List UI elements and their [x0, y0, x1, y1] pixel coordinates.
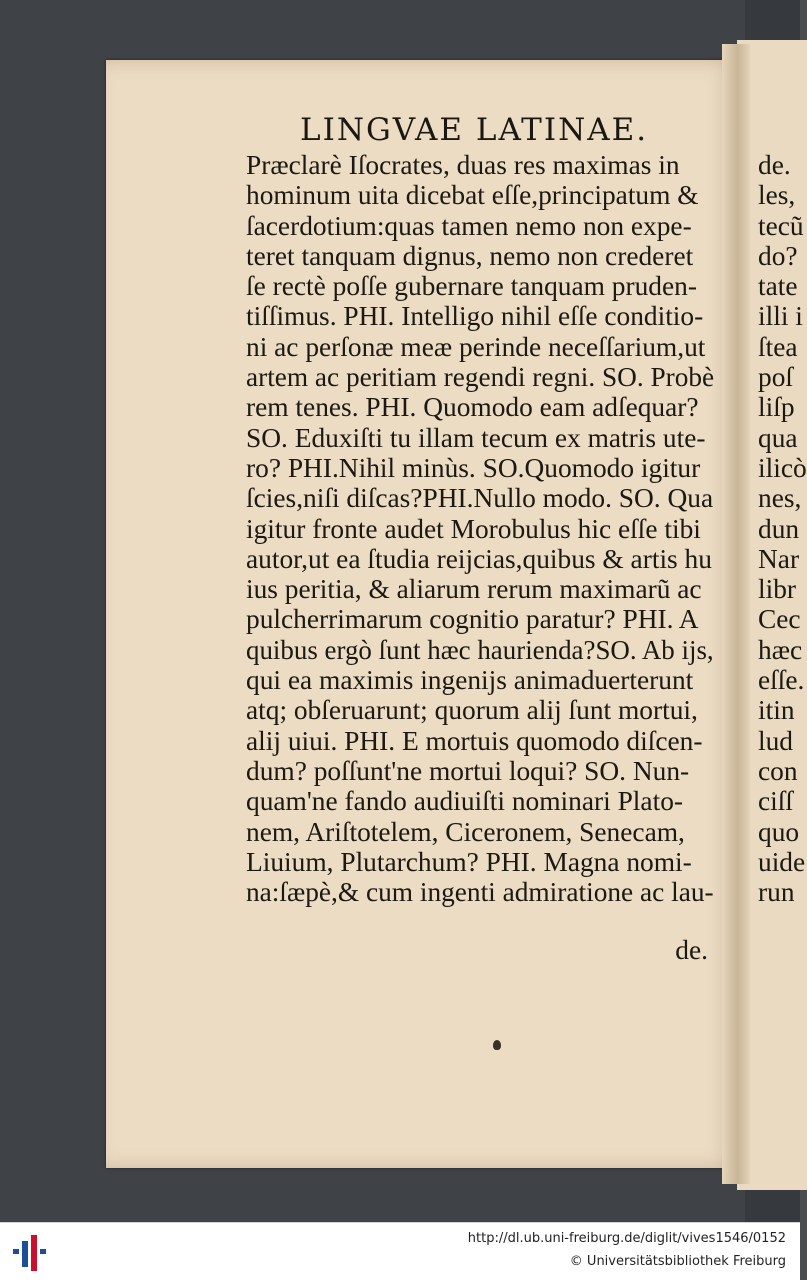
permalink-url[interactable]: http://dl.ub.uni-freiburg.de/diglit/vives1546/0152: [467, 1231, 786, 1246]
text-line: Liuium, Plutarchum? PHI. Magna nomi-: [246, 846, 692, 877]
facing-text-line: con: [758, 755, 798, 786]
copyright-notice: © Universitätsbibliothek Freiburg: [569, 1254, 786, 1269]
text-line: ni ac perſonæ meæ perinde neceſſarium,ut: [246, 331, 706, 362]
facing-text-line: poſ: [758, 362, 794, 393]
facing-text-line: uide: [758, 846, 806, 877]
text-line: igitur fronte audet Morobulus hic eſſe tibi: [246, 513, 701, 544]
text-line: rem tenes. PHI. Quomodo eam adſequar?: [246, 392, 699, 423]
facing-text-line: libr: [758, 574, 797, 605]
facing-text-line: de.: [758, 150, 791, 180]
text-line: pulcherrimarum cognitio paratur? PHI. A: [246, 604, 699, 635]
facing-text-line: lud: [758, 725, 794, 756]
running-head: LINGVAE LATINAE.: [300, 112, 649, 148]
text-line: artem ac peritiam regendi regni. SO. Probè: [246, 362, 715, 393]
facing-text-line: ciſſ: [758, 786, 793, 817]
facing-text-line: Nar: [758, 543, 800, 574]
facing-text-line: do?: [758, 240, 798, 271]
text-line: qui ea maximis ingenijs animaduerterunt: [246, 665, 694, 696]
facing-text-line: hæc: [758, 634, 803, 665]
facing-text-line: liſp: [758, 392, 795, 423]
text-line: hominum uita dicebat eſſe,principatum &: [246, 180, 699, 211]
text-line: na:ſæpè,& cum ingenti admiratione ac lau-: [246, 877, 714, 908]
facing-text-line: les,: [758, 180, 796, 211]
page-ornament: [493, 1040, 501, 1050]
facing-text-line: ſtea: [758, 331, 798, 362]
text-line: ſe rectè poſſe gubernare tanquam pruden-: [246, 271, 697, 302]
text-line: alij uiui. PHI. E mortuis quomodo diſcen-: [246, 725, 703, 756]
text-line: Præclarè Iſocrates, duas res maximas in: [246, 150, 680, 180]
facing-text-line: itin: [758, 695, 795, 726]
ub-freiburg-logo-icon[interactable]: [10, 1233, 50, 1273]
page-body-text: [246, 150, 714, 907]
facing-text-line: eſſe.: [758, 665, 805, 696]
facing-text-line: dun: [758, 513, 800, 544]
catchword: de.: [675, 935, 708, 965]
text-line: ſcies,niſi diſcas?PHI.Nullo modo. SO. Qua: [246, 483, 714, 514]
facing-page-text: [758, 150, 807, 907]
text-line: dum? poſſunt'ne mortui loqui? SO. Nun-: [246, 755, 690, 786]
text-line: teret tanquam dignus, nemo non crederet: [246, 240, 694, 271]
text-line: SO. Eduxiſti tu illam tecum ex matris ute-: [246, 422, 706, 453]
text-line: ius peritia, & aliarum rerum maximarũ ac: [246, 574, 702, 605]
text-line: nem, Ariſtotelem, Ciceronem, Senecam,: [246, 816, 685, 847]
page-gutter: [722, 44, 750, 1184]
text-line: quibus ergò ſunt hæc haurienda?SO. Ab ijs,: [246, 634, 714, 665]
text-line: atq; obſeruarunt; quorum alij ſunt mortui,: [246, 695, 698, 726]
text-line: quam'ne fando audiuiſti nominari Plato-: [246, 786, 684, 817]
facing-text-line: tecũ: [758, 210, 804, 241]
facing-text-line: nes,: [758, 483, 802, 514]
text-line: autor,ut ea ſtudia reijcias,quibus & artis hu: [246, 543, 712, 574]
viewer-footer: [0, 1222, 800, 1280]
facing-text-line: tate: [758, 271, 798, 302]
facing-text-line: illi i: [758, 301, 803, 332]
facing-text-line: Cec: [758, 604, 801, 635]
text-line: ro? PHI.Nihil minùs. SO.Quomodo igitur: [246, 452, 701, 483]
facing-text-line: qua: [758, 422, 798, 453]
text-line: ſacerdotium:quas tamen nemo non expe-: [246, 210, 692, 241]
text-line: tiſſimus. PHI. Intelligo nihil eſſe conditio-: [246, 301, 704, 332]
facing-text-line: run: [758, 877, 795, 908]
facing-text-line: quo: [758, 816, 800, 847]
facing-text-line: ilicò: [758, 452, 807, 483]
